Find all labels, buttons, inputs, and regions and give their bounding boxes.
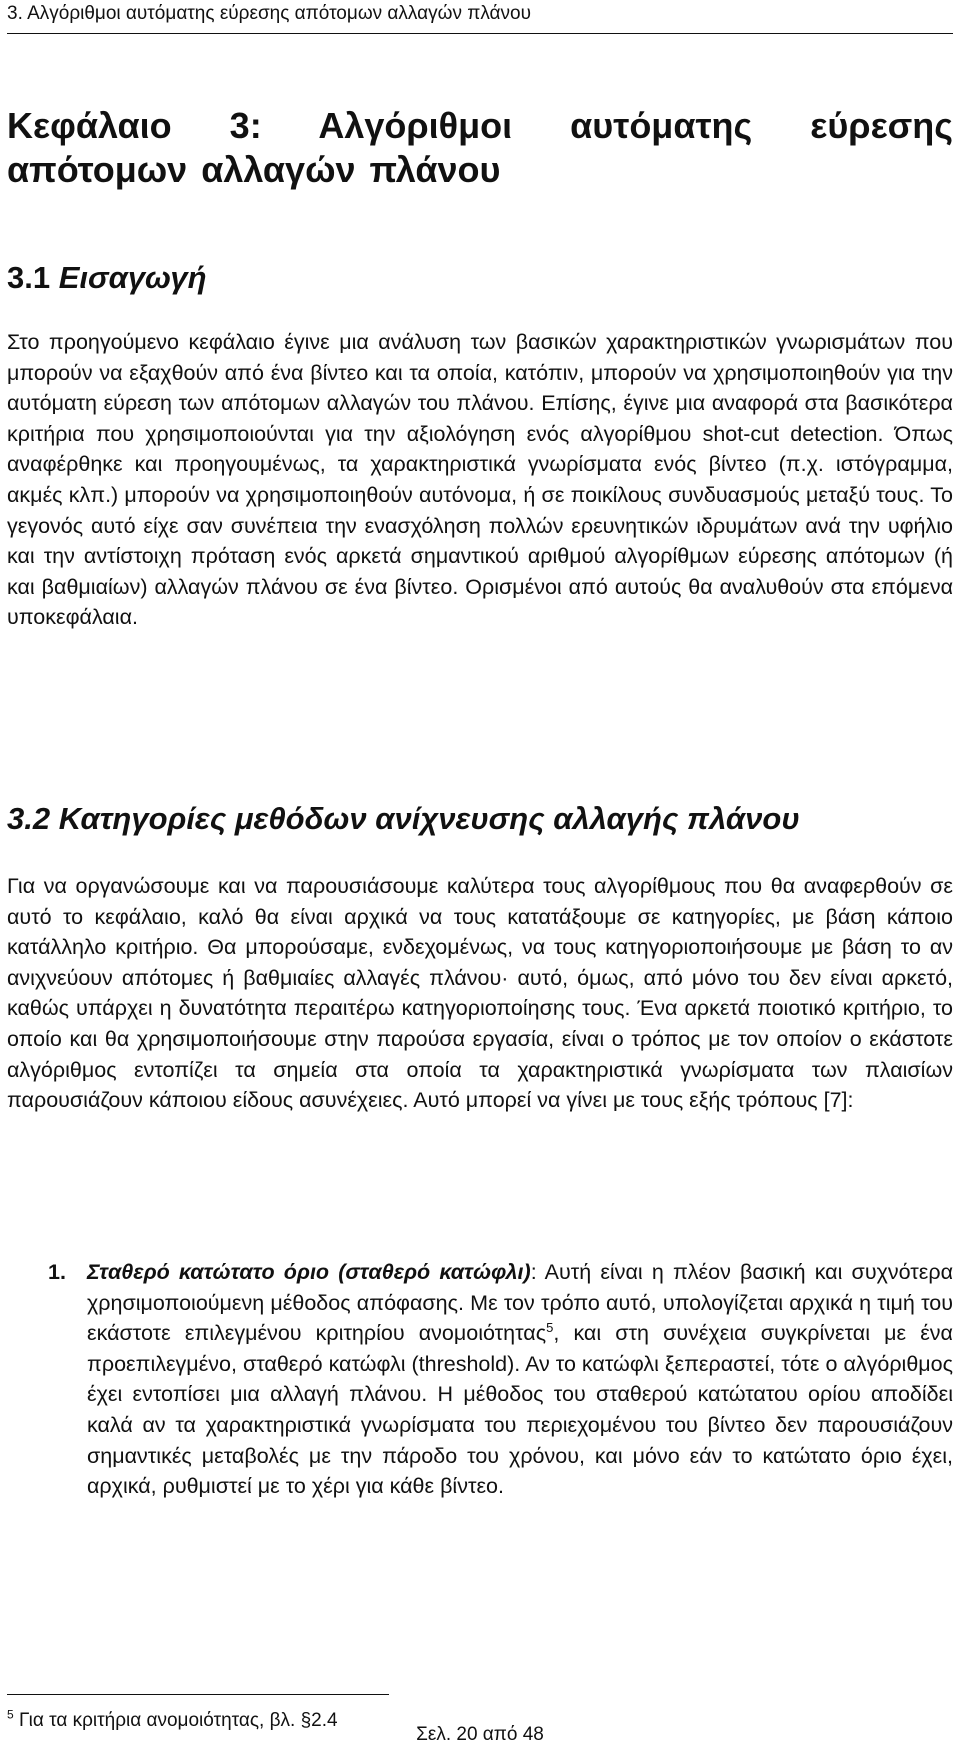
- intro-paragraph: Στο προηγούμενο κεφάλαιο έγινε μια ανάλυση των βασικών χαρακτηριστικών γνωρισμάτων που μπορούν να εξαχθούν από ένα βίντεο και τα οποία, κατόπιν, μπορούν να χρησιμοποιηθούν για την αυτόματη εύρεση των απότομων αλλαγών του πλάνου. Επίσης, έγινε μια αναφορά στα βασικότερα κριτήρια που χρησιμοποιούνται για την αξιολόγηση ενός αλγορίθμου shot-cut detection. Όπως αναφέρθηκε και προηγουμένως, τα χαρακτηριστικά γνωρίσματα ενός βίντεο (π.χ. ιστόγραμμα, ακμές κλπ.) μπορούν να χρησιμοποιηθούν αυτόνομα, ή σε ποικίλους συνδυασμούς μεταξύ τους. Το γεγονός αυτό είχε σαν συνέπεια την ενασχόληση πολλών ερευνητικών ιδρυμάτων ανά την υφήλιο και την αντίστοιχη πρόταση ενός αρκετά σημαντικού αριθμού αλγορίθμων εύρεσης απότομων (ή και βαθμιαίων) αλλαγών πλάνου σε ένα βίντεο. Ορισμένοι από αυτούς θα αναλυθούν στα επόμενα υποκεφάλαια.: [7, 330, 953, 630]
- list-item-term: Σταθερό κατώτατο όριο (σταθερό κατώφλι): [87, 1260, 531, 1284]
- running-header: 3. Αλγόριθμοι αυτόματης εύρεσης απότομων αλλαγών πλάνου: [7, 3, 531, 24]
- list-item-body: [87, 1257, 953, 1502]
- list-item-text-b: , και στη συνέχεια συγκρίνεται με ένα προεπιλεγμένο, σταθερό κατώφλι (threshold). Αν το κατώφλι ξεπεραστεί, τότε ο αλγόριθμος έχει εντοπίσει μια αλλαγή πλάνου. Η μέθοδος του σταθερού κατώτατου ορίου αποδίδει καλά αν τα χαρακτηριστικά γνωρίσματα του περιεχομένου του βίντεο δεν παρουσιάζουν σημαντικές μεταβολές με την πάροδο του χρόνου, και μόνο εάν το κατώτατο όριο έχει, αρχικά, ρυθμιστεί με το χέρι για κάθε βίντεο.: [87, 1321, 953, 1499]
- section-number: 3.1: [7, 260, 51, 295]
- header-divider: [7, 33, 953, 34]
- list-item-number: 1.: [48, 1260, 66, 1284]
- section-heading-intro: [7, 258, 207, 298]
- section-title-text: Εισαγωγή: [58, 260, 207, 295]
- categories-paragraph: Για να οργανώσουμε και να παρουσιάσουμε καλύτερα τους αλγορίθμους που θα αναφερθούν σε αυτό το κεφάλαιο, καλό θα είναι αρχικά να τους κατατάξουμε σε κατηγορίες, με βάση κάποιο κατάλληλο κριτήριο. Θα μπορούσαμε, ενδεχομένως, να τους κατηγοριοποιήσουμε με βάση το αν ανιχνεύουν απότομες ή βαθμιαίες αλλαγές πλάνου· αυτό, όμως, από μόνο του δεν είναι αρκετό, καθώς υπάρχει η δυνατότητα περαιτέρω κατηγοριοποίησης τους. Ένα αρκετά ποιοτικό κριτήριο, το οποίο και θα χρησιμοποιήσουμε στην παρούσα εργασία, είναι ο τρόπος με τον οποίον ο εκάστοτε αλγόριθμος εντοπίζει τα σημεία στα οποία τα χαρακτηριστικά γνωρίσματα των πλαισίων παρουσιάζουν κάποιου είδους ασυνέχειες. Αυτό μπορεί να γίνει με τους εξής τρόπους [7]:: [7, 874, 953, 1113]
- chapter-title: Κεφάλαιο 3: Αλγόριθμοι αυτόματης εύρεσης απότομων αλλαγών πλάνου: [7, 105, 953, 190]
- page-number: Σελ. 20 από 48: [416, 1724, 544, 1745]
- footnote-marker: 5: [7, 1707, 14, 1722]
- section-title-text: Κατηγορίες μεθόδων ανίχνευσης αλλαγής πλάνου: [58, 801, 800, 836]
- section-heading-categories: [7, 799, 800, 839]
- footnote-divider: [7, 1694, 389, 1695]
- list-item-text-a: : Αυτή είναι η πλέον βασική και συχνότερα χρησιμοποιούμενη μέθοδος απόφασης. Με τον τρόπο αυτό, υπολογίζεται αρχικά η τιμή του εκάστοτε επιλεγμένου κριτηρίου ανομοιότητας: [87, 1260, 953, 1346]
- footnote-text: Για τα κριτήρια ανομοιότητας, βλ. §2.4: [18, 1710, 338, 1731]
- section-number: 3.2: [7, 801, 51, 836]
- footnote-reference: 5: [546, 1320, 554, 1336]
